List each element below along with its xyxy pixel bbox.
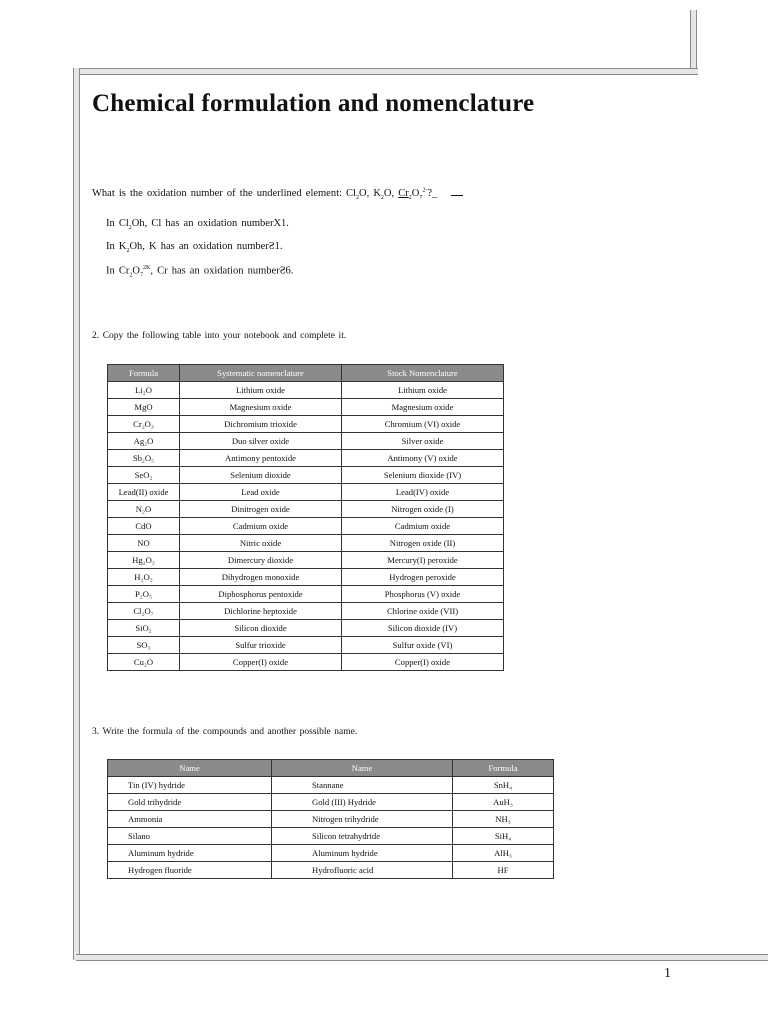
name-cell: Tin (IV) hydride xyxy=(108,777,272,794)
systematic-name-cell: Cadmium oxide xyxy=(180,518,342,535)
systematic-name-cell: Magnesium oxide xyxy=(180,399,342,416)
formula-cell: Cr₂O₃ xyxy=(108,416,180,433)
formula-cell: NO xyxy=(108,535,180,552)
column-header-formula: Formula xyxy=(108,365,180,382)
question-1: What is the oxidation number of the underlined element: $Cl_2O$, $K_2O$, $Cr_2O_7^{2-}?\_$ xyxy=(92,186,463,201)
systematic-name-cell: Dichromium trioxide xyxy=(180,416,342,433)
column-header-formula: Formula xyxy=(453,760,554,777)
stock-name-cell: Nitrogen oxide (I) xyxy=(342,501,504,518)
answer-2-pre: In K xyxy=(106,241,127,252)
compound-formula-table xyxy=(107,759,554,879)
table-row xyxy=(108,467,504,484)
formula-cell: Li₂O xyxy=(108,382,180,399)
formula-cell: SeO₂ xyxy=(108,467,180,484)
answer-2-value: Ƨ1. xyxy=(268,241,283,252)
formula-cell: SnH₄ xyxy=(453,777,554,794)
formula-cell: P₂O₅ xyxy=(108,586,180,603)
systematic-name-cell: Copper(I) oxide xyxy=(180,654,342,671)
formula-cell: Cl₂O₇ xyxy=(108,603,180,620)
table-row xyxy=(108,603,504,620)
table-row xyxy=(108,811,554,828)
systematic-name-cell: Dinitrogen oxide xyxy=(180,501,342,518)
answer-3-pre: In Cr xyxy=(106,265,130,277)
systematic-name-cell: Diphosphorus pentoxide xyxy=(180,586,342,603)
table-row xyxy=(108,399,504,416)
alt-name-cell: Gold (III) Hydride xyxy=(272,794,453,811)
answer-3: In $Cr_2O_7^{2K}$, Cr has an oxidation numberƧ6. xyxy=(106,265,294,279)
formula-cell: Ag₂O xyxy=(108,433,180,450)
stock-name-cell: Antimony (V) oxide xyxy=(342,450,504,467)
stock-name-cell: Selenium dioxide (IV) xyxy=(342,467,504,484)
table-header-row xyxy=(108,760,554,777)
table-row xyxy=(108,484,504,501)
systematic-name-cell: Antimony pentoxide xyxy=(180,450,342,467)
stock-name-cell: Nitrogen oxide (II) xyxy=(342,535,504,552)
column-header-alt-name: Name xyxy=(272,760,453,777)
stock-name-cell: Cadmium oxide xyxy=(342,518,504,535)
table-header-row xyxy=(108,365,504,382)
table-row xyxy=(108,654,504,671)
column-header-name: Name xyxy=(108,760,272,777)
formula-cell: H₂O₂ xyxy=(108,569,180,586)
table-row xyxy=(108,845,554,862)
answer-1-pre: In Cl xyxy=(106,218,129,229)
answer-3-text: , Cr has an oxidation number xyxy=(150,265,280,277)
stock-name-cell: Mercury(I) peroxide xyxy=(342,552,504,569)
formula-cell: Lead(II) oxide xyxy=(108,484,180,501)
table-row xyxy=(108,569,504,586)
stock-name-cell: Sulfur oxide (VI) xyxy=(342,637,504,654)
table-row xyxy=(108,501,504,518)
systematic-name-cell: Lead oxide xyxy=(180,484,342,501)
stock-name-cell: Phosphorus (V) oxide xyxy=(342,586,504,603)
alt-name-cell: Nitrogen trihydride xyxy=(272,811,453,828)
table-row xyxy=(108,586,504,603)
stock-name-cell: Chlorine oxide (VII) xyxy=(342,603,504,620)
alt-name-cell: Silicon tetrahydride xyxy=(272,828,453,845)
stock-name-cell: Copper(I) oxide xyxy=(342,654,504,671)
page-number: 1 xyxy=(664,966,671,981)
table-row xyxy=(108,620,504,637)
formula-cell: MgO xyxy=(108,399,180,416)
page-frame-bottom xyxy=(76,954,768,961)
answer-blank xyxy=(451,186,463,196)
stock-name-cell: Magnesium oxide xyxy=(342,399,504,416)
table-row xyxy=(108,794,554,811)
page-frame-top xyxy=(76,68,698,75)
formula-cell: SiH₄ xyxy=(453,828,554,845)
column-header-systematic: Systematic nomenclature xyxy=(180,365,342,382)
answer-1-value: X1. xyxy=(273,218,289,229)
systematic-name-cell: Silicon dioxide xyxy=(180,620,342,637)
systematic-name-cell: Dichlorine heptoxide xyxy=(180,603,342,620)
page-frame-top-right xyxy=(690,10,697,72)
table-row xyxy=(108,416,504,433)
formula-cell: AuH₃ xyxy=(453,794,554,811)
alt-name-cell: Aluminum hydride xyxy=(272,845,453,862)
answer-2: In $K_2Oh$, K has an oxidation numberƧ1. xyxy=(106,241,283,255)
formula-cell: AlH₃ xyxy=(453,845,554,862)
question-1-text: What is the oxidation number of the underlined element: Cl xyxy=(92,188,356,199)
question-3: 3. Write the formula of the compounds and another possible name. xyxy=(92,727,358,737)
systematic-name-cell: Dimercury dioxide xyxy=(180,552,342,569)
name-cell: Hydrogen fluoride xyxy=(108,862,272,879)
alt-name-cell: Hydrofluoric acid xyxy=(272,862,453,879)
name-cell: Ammonia xyxy=(108,811,272,828)
nomenclature-table xyxy=(107,364,504,671)
question-2: 2. Copy the following table into your notebook and complete it. xyxy=(92,331,347,341)
stock-name-cell: Hydrogen peroxide xyxy=(342,569,504,586)
table-row xyxy=(108,862,554,879)
systematic-name-cell: Sulfur trioxide xyxy=(180,637,342,654)
systematic-name-cell: Dihydrogen monoxide xyxy=(180,569,342,586)
name-cell: Aluminum hydride xyxy=(108,845,272,862)
formula-cell: N₂O xyxy=(108,501,180,518)
table-row xyxy=(108,535,504,552)
systematic-name-cell: Lithium oxide xyxy=(180,382,342,399)
stock-name-cell: Lead(IV) oxide xyxy=(342,484,504,501)
formula-cell: HF xyxy=(453,862,554,879)
page-title: Chemical formulation and nomenclature xyxy=(92,90,535,117)
stock-name-cell: Silver oxide xyxy=(342,433,504,450)
formula-cell: Cu₂O xyxy=(108,654,180,671)
systematic-name-cell: Selenium dioxide xyxy=(180,467,342,484)
name-cell: Gold trihydride xyxy=(108,794,272,811)
column-header-stock: Stock Nomenclature xyxy=(342,365,504,382)
formula-cell: Sb₂O₅ xyxy=(108,450,180,467)
table-row xyxy=(108,777,554,794)
table-row xyxy=(108,433,504,450)
systematic-name-cell: Duo silver oxide xyxy=(180,433,342,450)
answer-2-text: Oh, K has an oxidation number xyxy=(129,241,269,252)
table-row xyxy=(108,552,504,569)
table-row xyxy=(108,518,504,535)
alt-name-cell: Stannane xyxy=(272,777,453,794)
formula-cell: SiO₂ xyxy=(108,620,180,637)
formula-cell: CdO xyxy=(108,518,180,535)
answer-1: In $Cl_2Oh$, Cl has an oxidation numberX1. xyxy=(106,218,289,232)
name-cell: Silano xyxy=(108,828,272,845)
answer-3-value: Ƨ6. xyxy=(279,265,294,277)
formula-cell: SO₃ xyxy=(108,637,180,654)
table-row xyxy=(108,637,504,654)
table-row xyxy=(108,450,504,467)
systematic-name-cell: Nitric oxide xyxy=(180,535,342,552)
stock-name-cell: Silicon dioxide (IV) xyxy=(342,620,504,637)
page-frame-left xyxy=(73,68,80,960)
stock-name-cell: Lithium oxide xyxy=(342,382,504,399)
stock-name-cell: Chromium (VI) oxide xyxy=(342,416,504,433)
answer-1-text: Oh, Cl has an oxidation number xyxy=(131,218,274,229)
table-row xyxy=(108,382,504,399)
formula-cell: NH₃ xyxy=(453,811,554,828)
formula-cell: Hg₂O₂ xyxy=(108,552,180,569)
table-row xyxy=(108,828,554,845)
